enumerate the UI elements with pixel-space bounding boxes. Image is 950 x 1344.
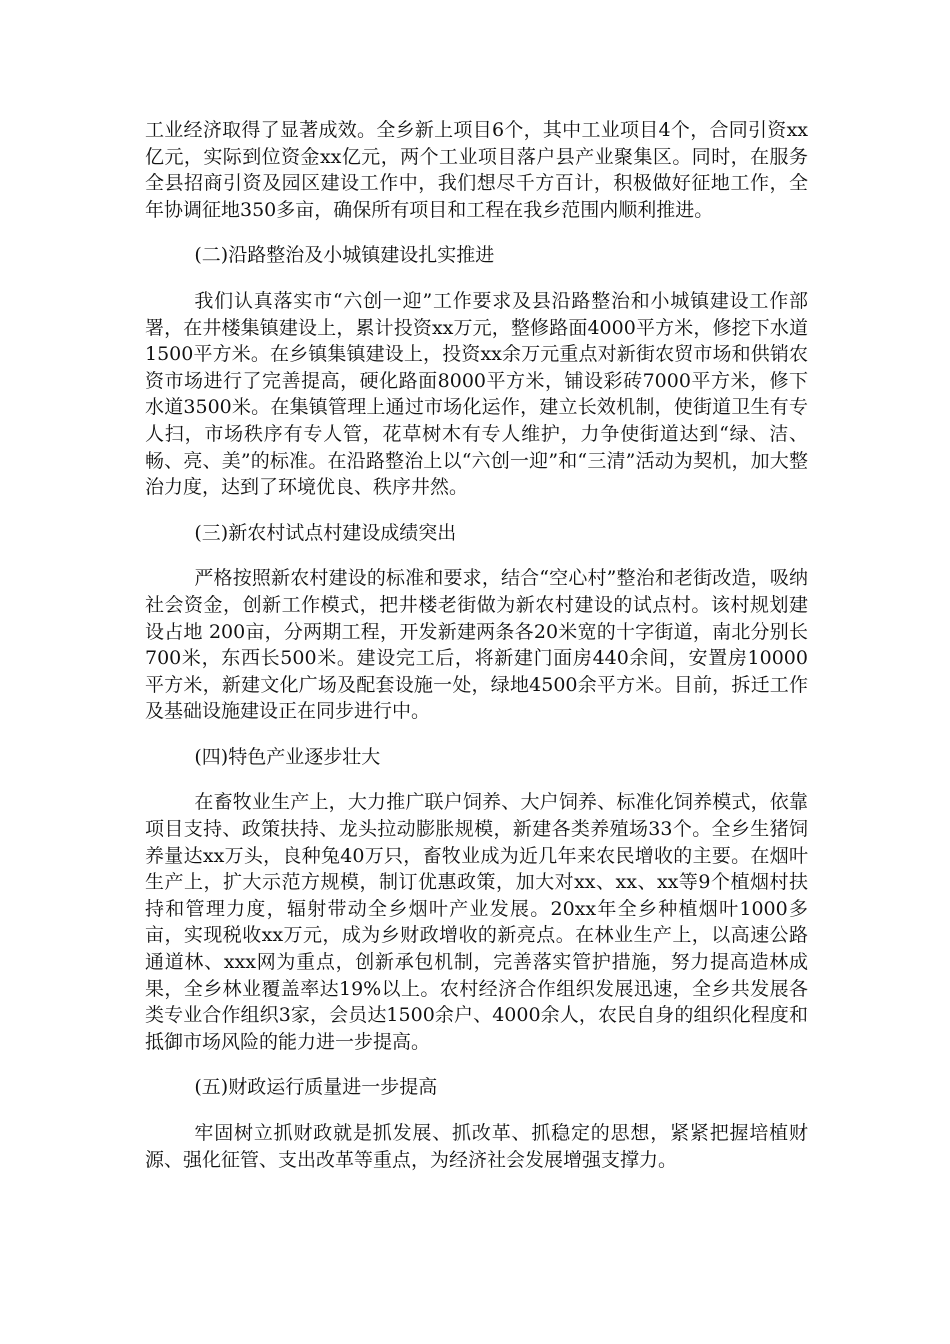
section-heading-2: (二)沿路整治及小城镇建设扎实推进 bbox=[194, 244, 495, 267]
spacer bbox=[145, 1055, 808, 1074]
spacer bbox=[145, 546, 808, 565]
section-heading-4: (四)特色产业逐步壮大 bbox=[194, 745, 381, 768]
spacer bbox=[145, 269, 808, 288]
section-heading-3: (三)新农村试点村建设成绩突出 bbox=[194, 521, 457, 544]
spacer bbox=[145, 1101, 808, 1120]
document-page bbox=[145, 117, 808, 1173]
spacer bbox=[145, 725, 808, 744]
section-heading-5: (五)财政运行质量进一步提高 bbox=[194, 1076, 438, 1099]
paragraph-finance: 牢固树立抓财政就是抓发展、抓改革、抓稳定的思想，紧紧把握培植财源、强化征管、支出改革等重点，为经济社会发展增强支撑力。 bbox=[145, 1122, 808, 1171]
paragraph-road-town: 我们认真落实市“六创一迎”工作要求及县沿路整治和小城镇建设工作部署，在井楼集镇建设上，累计投资xx万元，整修路面4000平方米，修挖下水道 1500平方米。在乡镇集镇建设上，投资xx余万元重点对新街农贸市场和供销农资市场进行了完善提高，硬化路面8000平方米，铺设彩砖7000平方米，修下水道3500米。在集镇管理上通过市场化运作，建立长效机制，使街道卫生有专人扫，市场秩序有专人管，花草树木有专人维护，力争使街道达到“绿、洁、畅、亮、美”的标准。在沿路整治上以“六创一迎”和“三清”活动为契机，加大整治力度，达到了环境优良、秩序井然。 bbox=[145, 289, 808, 499]
paragraph-industries: 在畜牧业生产上，大力推广联户饲养、大户饲养、标准化饲养模式，依靠项目支持、政策扶持、龙头拉动膨胀规模，新建各类养殖场33个。全乡生猪饲养量达xx万头，良种兔40万只，畜牧业成为近几年来农民增收的主要。在烟叶生产上，扩大示范方规模，制订优惠政策，加大对xx、xx、xx等9个植烟村扶持和管理力度，辐射带动全乡烟叶产业发展。20xx年全乡种植烟叶1000多亩，实现税收xx万元，成为乡财政增收的新亮点。在林业生产上，以高速公路通道林、xxx网为重点，创新承包机制，完善落实管护措施，努力提高造林成果，全乡林业覆盖率达19%以上。农村经济合作组织发展迅速，全乡共发展各类专业合作组织3家，会员达1500余户、4000余人，农民自身的组织化程度和抵御市场风险的能力进一步提高。 bbox=[145, 791, 808, 1053]
paragraph-new-village: 严格按照新农村建设的标准和要求，结合“空心村”整治和老街改造，吸纳社会资金，创新工作模式，把井楼老街做为新农村建设的试点村。该村规划建设占地 200亩，分两期工程，开发新建两条各20米宽的十字街道，南北分别长700米，东西长500米。建设完工后，将新建门面房440余间，安置房10000 平方米，新建文化广场及配套设施一处，绿地4500余平方米。目前，拆迁工作及基础设施建设正在同步进行中。 bbox=[145, 567, 808, 723]
paragraph-industry: 工业经济取得了显著成效。全乡新上项目6个，其中工业项目4个，合同引资xx亿元，实际到位资金xx亿元，两个工业项目落户县产业聚集区。同时，在服务全县招商引资及园区建设工作中，我们想尽千方百计，积极做好征地工作，全年协调征地350多亩，确保所有项目和工程在我乡范围内顺利推进。 bbox=[145, 119, 808, 221]
spacer bbox=[145, 770, 808, 789]
spacer bbox=[145, 501, 808, 520]
spacer bbox=[145, 223, 808, 242]
